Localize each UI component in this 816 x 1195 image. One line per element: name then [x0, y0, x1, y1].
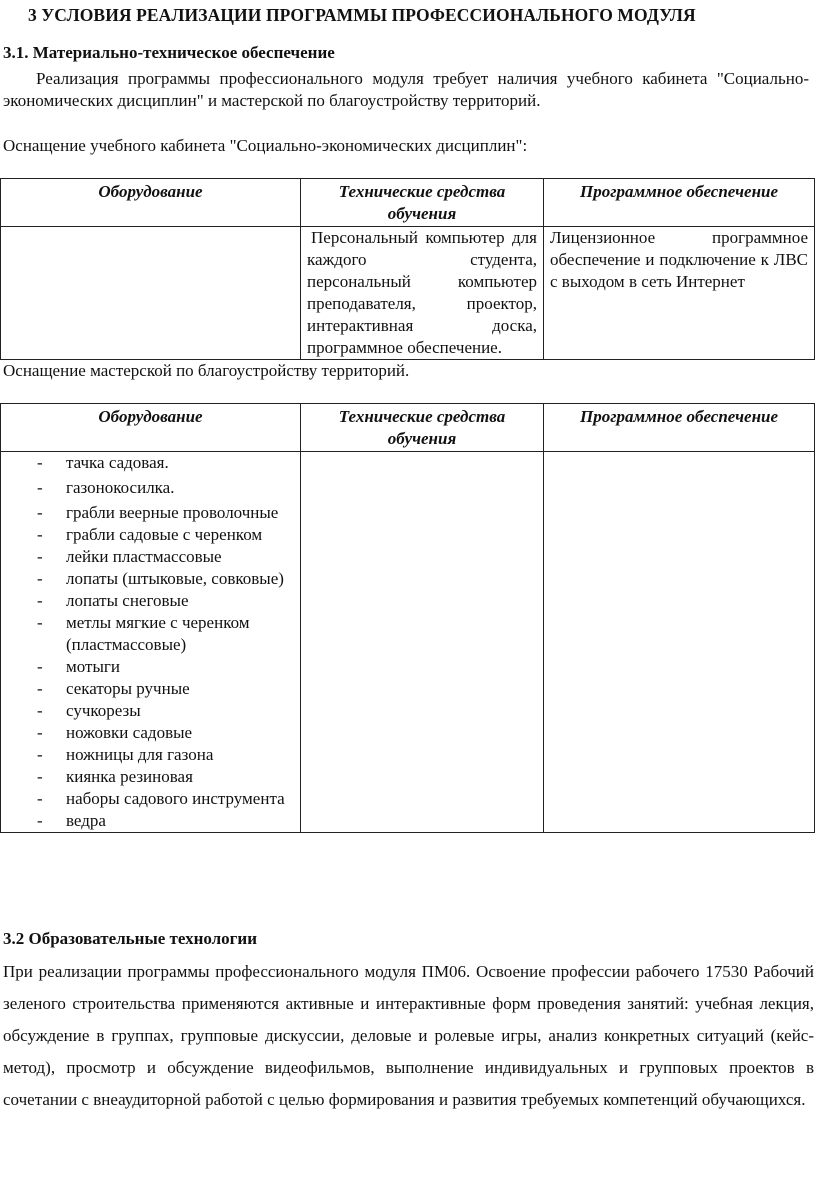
- section-2-title: 3.2 Образовательные технологии: [3, 929, 257, 948]
- list-item: [5, 546, 300, 568]
- column-header-tech: Технические средства обучения: [301, 404, 544, 452]
- list-item: [5, 766, 300, 788]
- list-item-label: киянка резиновая: [66, 767, 193, 786]
- list-item: [5, 524, 300, 546]
- list-item: [5, 568, 300, 590]
- cabinet-caption: Оснащение учебного кабинета "Социально-экономических дисциплин":: [3, 136, 528, 155]
- list-item-label: грабли садовые с черенком: [66, 525, 263, 544]
- list-dash: -: [37, 767, 43, 786]
- list-dash: -: [37, 453, 43, 472]
- list-item-label: лопаты снеговые: [66, 591, 189, 610]
- cell-tech: Персональный компьютер для каждого студента, персональный компьютер преподавателя, проектор, интерактивная доска, программное обеспечение.: [301, 227, 544, 360]
- list-item: [5, 590, 300, 612]
- cell-tech: [301, 452, 544, 833]
- table-row: [1, 452, 815, 833]
- list-dash: -: [37, 478, 43, 497]
- list-item-label: грабли веерные проволочные: [66, 503, 279, 522]
- list-dash: -: [37, 679, 43, 698]
- list-item: [5, 452, 300, 474]
- list-item: [5, 810, 300, 832]
- column-header-tech: Технические средства обучения: [301, 179, 544, 227]
- list-item-label: секаторы ручные: [66, 679, 190, 698]
- list-dash: -: [37, 723, 43, 742]
- list-item: [5, 722, 300, 744]
- list-item-label: мотыги: [66, 657, 120, 676]
- page-title: 3 УСЛОВИЯ РЕАЛИЗАЦИИ ПРОГРАММЫ ПРОФЕССИОНАЛЬНОГО МОДУЛЯ: [28, 5, 696, 25]
- list-dash: -: [37, 547, 43, 566]
- list-dash: -: [37, 613, 43, 632]
- list-item-label: газонокосилка.: [66, 478, 175, 497]
- table-header-row: [1, 179, 815, 227]
- list-dash: -: [37, 503, 43, 522]
- column-header-equipment: Оборудование: [1, 179, 301, 227]
- list-item-label: метлы мягкие с черенком (пластмассовые): [66, 613, 250, 654]
- list-dash: -: [37, 657, 43, 676]
- list-dash: -: [37, 569, 43, 588]
- list-item: [5, 678, 300, 700]
- list-dash: -: [37, 525, 43, 544]
- equipment-list: [1, 452, 300, 832]
- list-item-label: ножовки садовые: [66, 723, 193, 742]
- list-dash: -: [37, 811, 43, 830]
- list-item: [5, 502, 300, 524]
- cell-equipment: [1, 227, 301, 360]
- section-1-title: 3.1. Материально-техническое обеспечение: [3, 43, 335, 62]
- column-header-software: Программное обеспечение: [544, 404, 815, 452]
- list-item: [5, 700, 300, 722]
- cell-software: Лицензионное программное обеспечение и подключение к ЛВС с выходом в сеть Интернет: [544, 227, 815, 360]
- cabinet-equipment-table: [0, 178, 815, 360]
- list-dash: -: [37, 745, 43, 764]
- list-item-label: ведра: [66, 811, 106, 830]
- section-1-intro: Реализация программы профессионального модуля требует наличия учебного кабинета "Социально-экономических дисциплин" и мастерской по благоустройству территорий.: [3, 69, 809, 110]
- list-item-label: лопаты (штыковые, совковые): [66, 569, 284, 588]
- table-row: [1, 227, 815, 360]
- list-item: [5, 788, 300, 810]
- list-dash: -: [37, 591, 43, 610]
- list-item-label: ножницы для газона: [66, 745, 214, 764]
- workshop-equipment-table: [0, 403, 815, 833]
- list-item: [5, 656, 300, 678]
- column-header-equipment: Оборудование: [1, 404, 301, 452]
- list-item-label: лейки пластмассовые: [66, 547, 222, 566]
- list-item-label: наборы садового инструмента: [66, 789, 285, 808]
- list-dash: -: [37, 701, 43, 720]
- list-item-label: сучкорезы: [66, 701, 141, 720]
- cell-equipment-list: [1, 452, 301, 833]
- workshop-caption: Оснащение мастерской по благоустройству территорий.: [3, 361, 410, 380]
- list-item-label: тачка садовая.: [66, 453, 169, 472]
- table-header-row: [1, 404, 815, 452]
- cell-software: [544, 452, 815, 833]
- list-item: [5, 744, 300, 766]
- list-dash: -: [37, 789, 43, 808]
- section-2-text: При реализации программы профессионального модуля ПМ06. Освоение профессии рабочего 17530 Рабочий зеленого строительства применяются активные и интерактивные форм проведения занятий: учебная лекция, обсуждение в группах, групповые дискуссии, деловые и ролевые игры, анализ конкретных ситуаций (кейс-метод), просмотр и обсуждение видеофильмов, выполнение индивидуальных и групповых проектов в сочетании с внеаудиторной работой с целью формирования и развития требуемых компетенций обучающихся.: [3, 962, 814, 1109]
- column-header-software: Программное обеспечение: [544, 179, 815, 227]
- list-item: [5, 477, 300, 499]
- list-item: [5, 612, 300, 656]
